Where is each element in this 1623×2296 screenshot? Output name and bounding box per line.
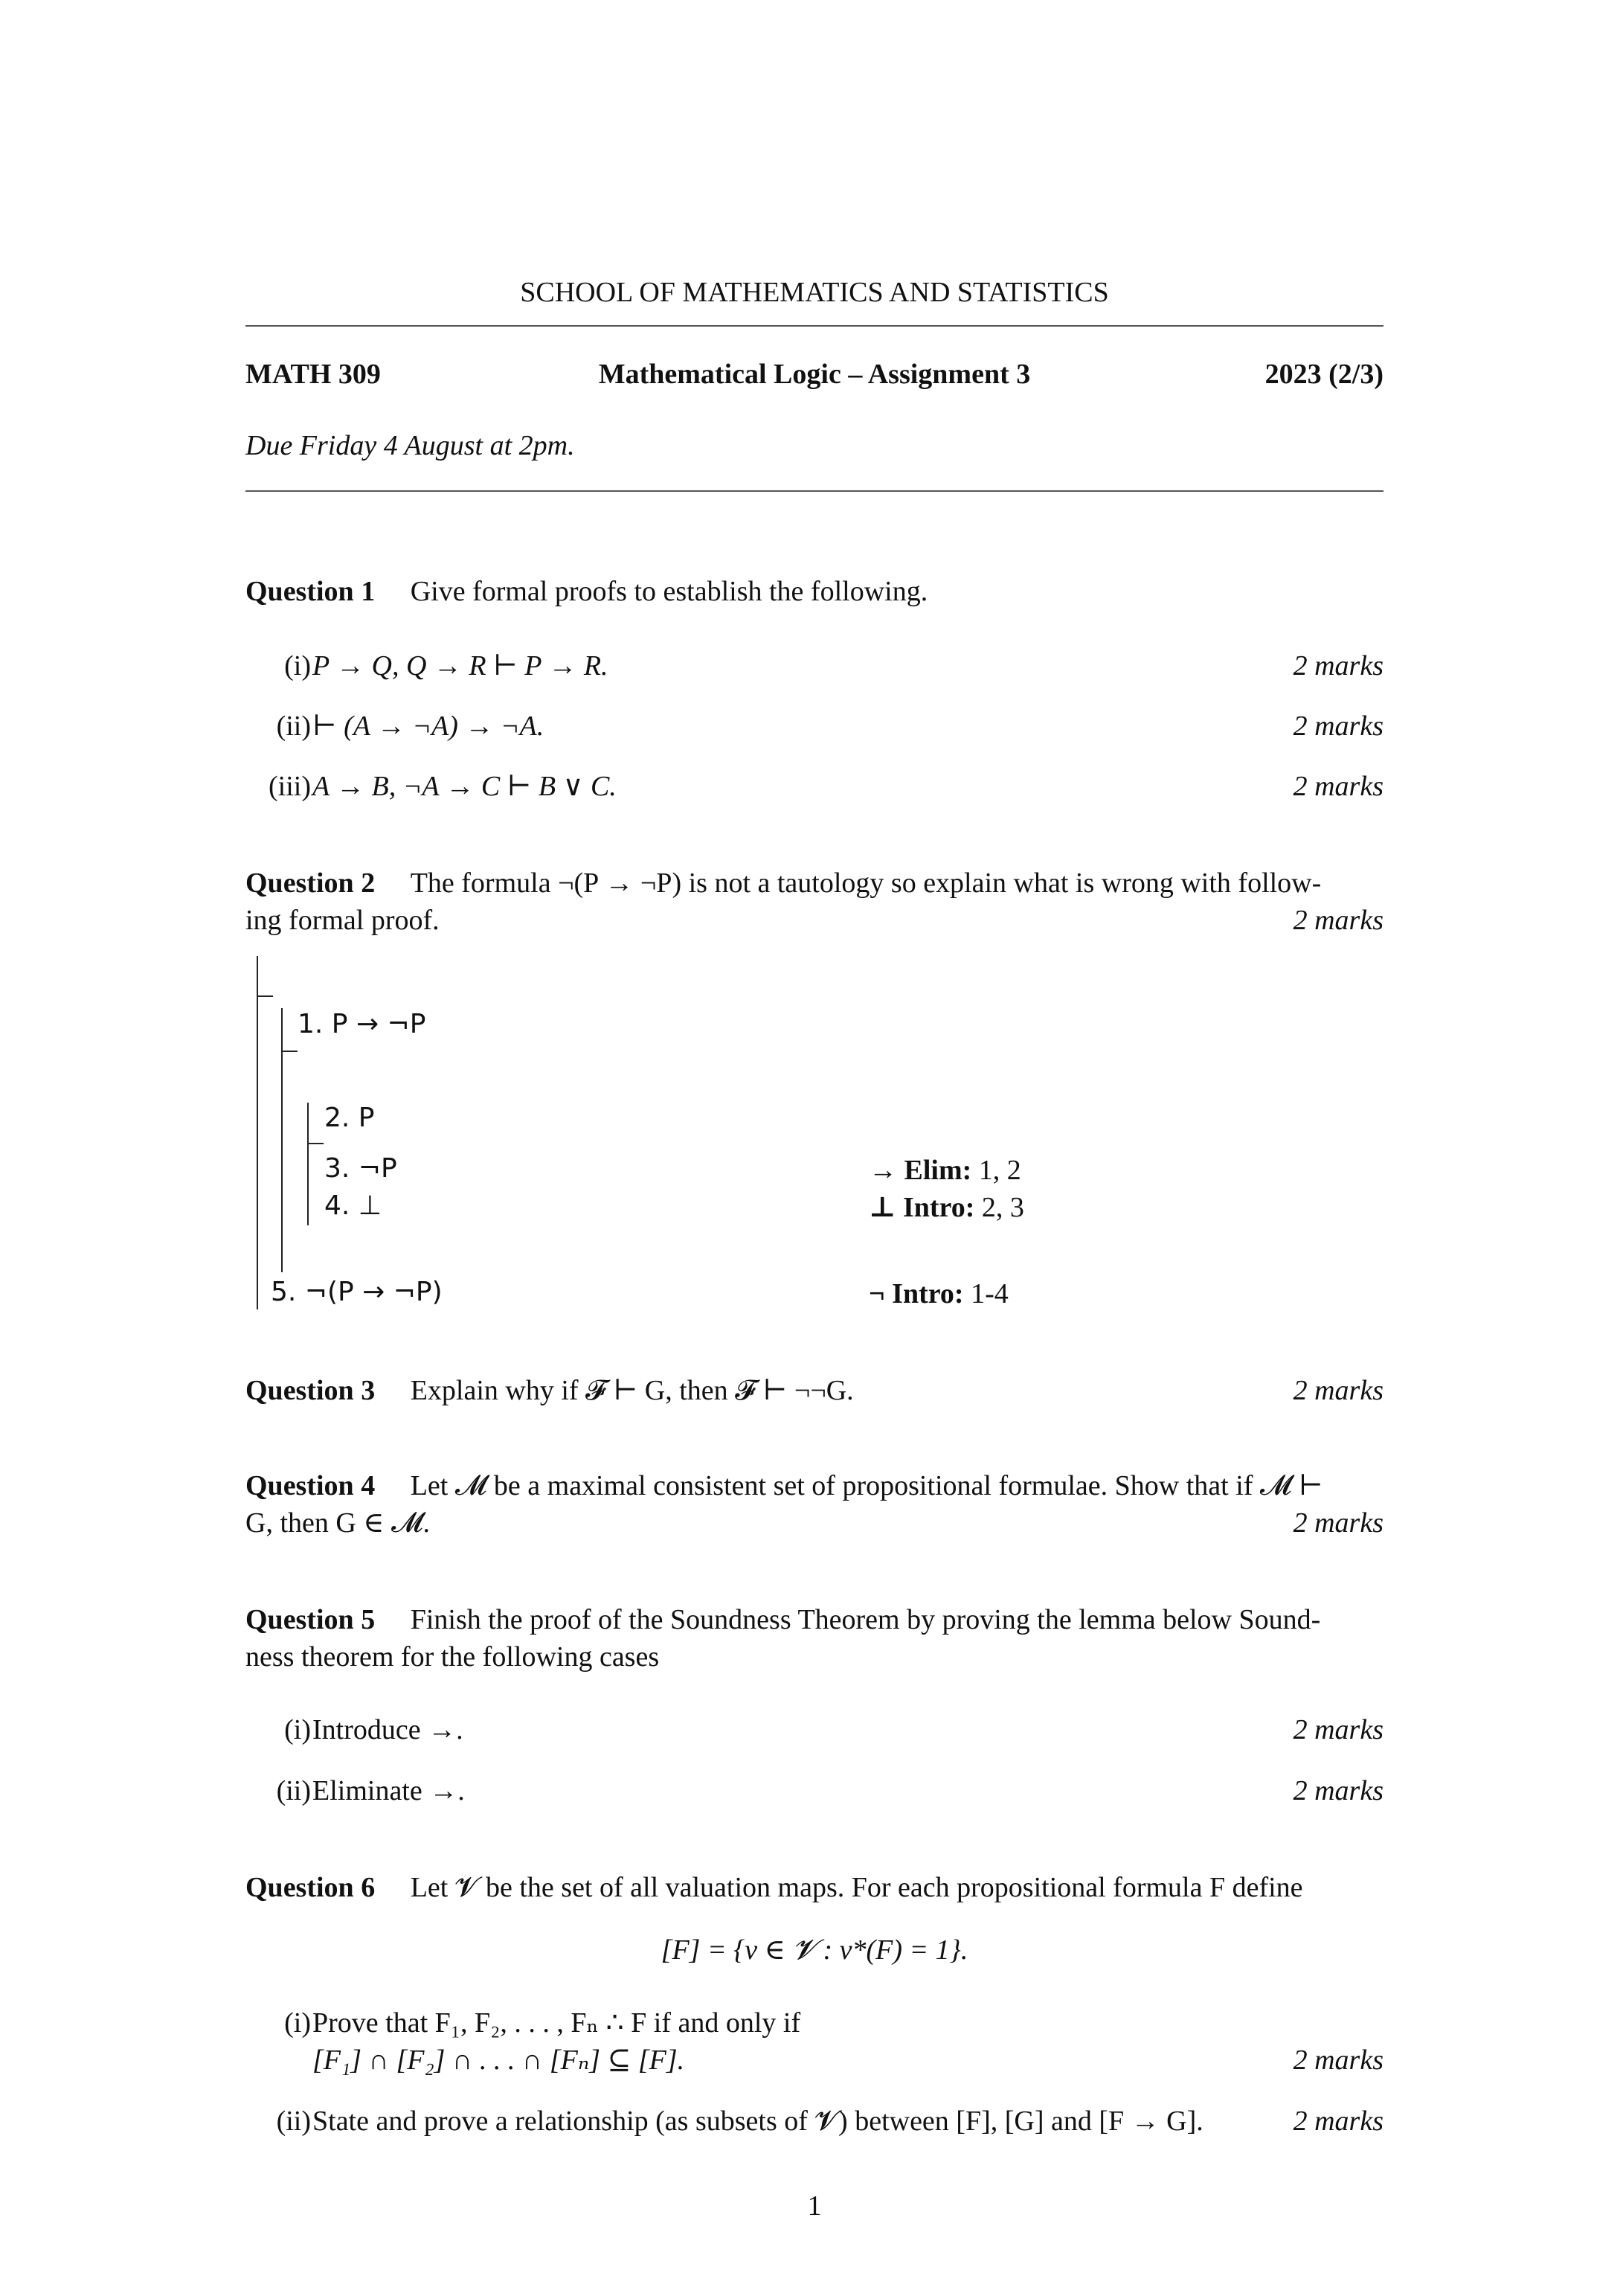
item-text-cont: [F₁] ∩ [F₂] ∩ . . . ∩ [Fₙ] ⊆ [F]. bbox=[312, 2045, 685, 2076]
proof-premise-rule bbox=[257, 995, 273, 997]
item-number: (iii) bbox=[269, 771, 311, 802]
item-marks: 2 marks bbox=[1293, 711, 1383, 742]
header-rule-top bbox=[245, 325, 1383, 327]
item-marks: 2 marks bbox=[1293, 2045, 1383, 2076]
item-number: (i) bbox=[284, 2007, 311, 2039]
item-marks: 2 marks bbox=[1293, 2106, 1383, 2137]
item-expression: Introduce →. bbox=[312, 1714, 463, 1745]
due-date: Due Friday 4 August at 2pm. bbox=[245, 430, 575, 461]
proof-line-2: 2. P bbox=[324, 1103, 375, 1133]
assignment-title: Mathematical Logic – Assignment 3 bbox=[598, 359, 1031, 390]
proof-justification-4 bbox=[869, 1190, 1024, 1225]
question-text: The formula ¬(P → ¬P) is not a tautology so explain what is wrong with follow- bbox=[410, 868, 1322, 899]
question-text: Explain why if 𝓕 ⊢ G, then 𝓕 ⊢ ¬¬G. bbox=[410, 1375, 854, 1406]
item-marks: 2 marks bbox=[1293, 1714, 1383, 1745]
item-text: State and prove a relationship (as subsets of 𝓥) between [F], [G] and [F → G]. bbox=[312, 2106, 1203, 2137]
question-text: Let 𝓥 be the set of all valuation maps. For each propositional formula F define bbox=[410, 1872, 1303, 1903]
question-text-cont: ing formal proof. bbox=[245, 905, 440, 936]
proof-justification-3 bbox=[869, 1153, 1021, 1187]
item-number: (i) bbox=[284, 1714, 311, 1745]
item-expression: Eliminate →. bbox=[312, 1775, 465, 1806]
item-number: (ii) bbox=[276, 1775, 311, 1806]
course-code: MATH 309 bbox=[245, 359, 381, 390]
term-year: 2023 (2/3) bbox=[1264, 359, 1383, 390]
question-label: Question 6 bbox=[245, 1872, 376, 1903]
item-number: (ii) bbox=[276, 711, 311, 742]
question-label: Question 1 bbox=[245, 576, 376, 607]
proof-line-4: 4. ⊥ bbox=[324, 1190, 382, 1221]
question-2 bbox=[245, 866, 1321, 900]
question-label: Question 2 bbox=[245, 868, 376, 899]
question-text: Finish the proof of the Soundness Theorem by proving the lemma below Sound- bbox=[410, 1604, 1321, 1635]
question-label: Question 4 bbox=[245, 1470, 376, 1501]
question-marks: 2 marks bbox=[1293, 1375, 1383, 1406]
proof-bar-outer bbox=[257, 956, 258, 1309]
item-marks: 2 marks bbox=[1293, 1775, 1383, 1806]
proof-bar-sub1 bbox=[281, 1008, 283, 1272]
item-expression: A → B, ¬A → C ⊢ B ∨ C. bbox=[312, 771, 617, 802]
question-marks: 2 marks bbox=[1293, 905, 1383, 936]
display-equation: [F] = {v ∈ 𝓥 : v*(F) = 1}. bbox=[661, 1934, 968, 1966]
item-marks: 2 marks bbox=[1293, 771, 1383, 802]
proof-assumption-rule bbox=[307, 1143, 324, 1144]
proof-line-5: 5. ¬(P → ¬P) bbox=[271, 1277, 443, 1307]
proof-line-1: 1. P → ¬P bbox=[298, 1009, 426, 1039]
question-label: Question 5 bbox=[245, 1604, 376, 1635]
proof-assumption-rule bbox=[281, 1051, 298, 1052]
page-number: 1 bbox=[807, 2190, 822, 2222]
question-4 bbox=[245, 1469, 1323, 1503]
proof-line-3: 3. ¬P bbox=[324, 1153, 397, 1184]
item-text: Prove that F₁, F₂, . . . , Fₙ ∴ F if and only if bbox=[312, 2007, 801, 2039]
proof-bar-sub2 bbox=[307, 1103, 309, 1225]
proof-ref: 1-4 bbox=[971, 1278, 1009, 1309]
item-expression: ⊢ (A → ¬A) → ¬A. bbox=[312, 711, 544, 742]
question-1 bbox=[245, 574, 928, 609]
item-number: (ii) bbox=[276, 2106, 311, 2137]
question-6 bbox=[245, 1870, 1303, 1905]
question-marks: 2 marks bbox=[1293, 1507, 1383, 1539]
proof-rule: ¬ Intro: bbox=[869, 1278, 964, 1309]
question-text-cont: G, then G ∈ 𝓜. bbox=[245, 1507, 430, 1539]
header-rule-bottom bbox=[245, 490, 1383, 492]
school-name: SCHOOL OF MATHEMATICS AND STATISTICS bbox=[520, 277, 1109, 308]
item-expression: P → Q, Q → R ⊢ P → R. bbox=[312, 650, 608, 682]
proof-rule: → Elim: bbox=[869, 1155, 972, 1186]
item-marks: 2 marks bbox=[1293, 650, 1383, 682]
question-text: Give formal proofs to establish the following. bbox=[410, 576, 928, 607]
question-3 bbox=[245, 1373, 854, 1408]
question-text-cont: ness theorem for the following cases bbox=[245, 1641, 660, 1673]
proof-ref: 2, 3 bbox=[981, 1192, 1024, 1223]
proof-justification-5 bbox=[869, 1277, 1009, 1311]
question-text: Let 𝓜 be a maximal consistent set of propositional formulae. Show that if 𝓜 ⊢ bbox=[410, 1470, 1323, 1501]
question-label: Question 3 bbox=[245, 1375, 376, 1406]
item-number: (i) bbox=[284, 650, 311, 682]
proof-ref: 1, 2 bbox=[978, 1155, 1021, 1186]
proof-rule: ⊥ Intro: bbox=[869, 1192, 975, 1223]
question-5 bbox=[245, 1603, 1320, 1637]
